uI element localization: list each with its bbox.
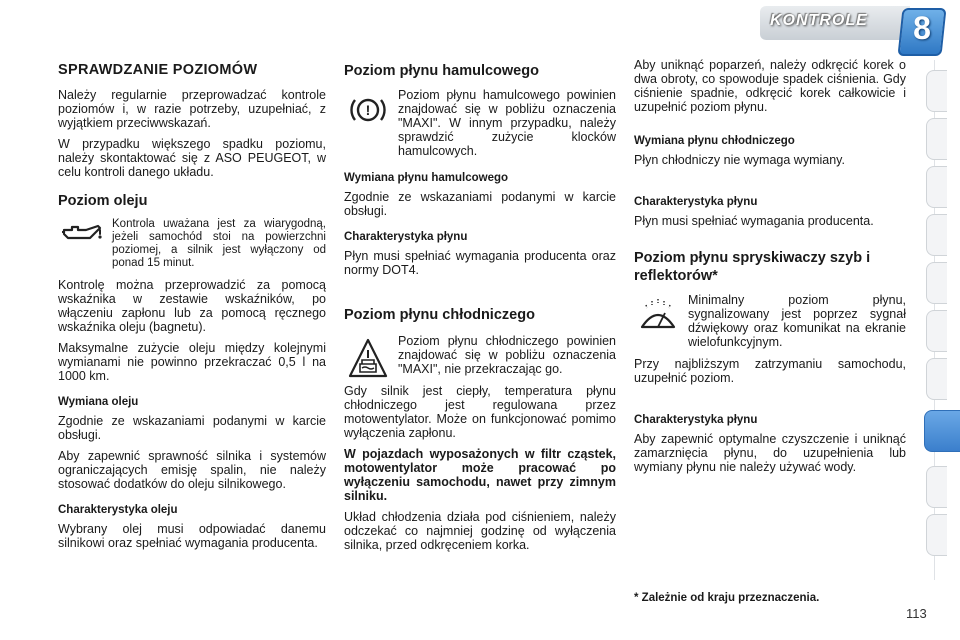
chapter-tab-6[interactable] [926,310,947,352]
coolant-continued-paragraph: Aby uniknąć poparzeń, należy odkręcić korek o dwa obroty, co spowoduje spadek ciśnienia. Gdy ciśnienie spadnie, odkręcić korek całkowicie i uzupełnić poziom płynu. [634,58,906,114]
coolant-paragraph-3: Układ chłodzenia działa pod ciśnieniem, należy odczekać co najmniej godzinę od wyłączenia silnika, przed odkręceniem korka. [344,510,616,552]
oil-icon-text: Kontrola uważana jest za wiarygodną, jeżeli samochód stoi na powierzchni poziomej, a silnik jest wyłączony od ponad 15 minut. [112,218,326,269]
oil-spec-title: Charakterystyka oleju [58,504,178,516]
section-title-levels: SPRAWDZANIE POZIOMÓW [58,62,258,78]
column-right [634,58,906,481]
chapter-tab-4[interactable] [926,214,947,256]
coolant-spec-paragraph: Płyn musi spełniać wymagania producenta. [634,214,874,228]
washer-icon-block [634,293,906,353]
oil-spec-paragraph: Wybrany olej musi odpowiadać danemu silnikowi oraz spełniać wymagania producenta. [58,522,326,550]
intro-paragraph-2: W przypadku większego spadku poziomu, należy skontaktować się z ASO PEUGEOT, w celu kontroli danego układu. [58,137,326,179]
oil-change-paragraph-2: Aby zapewnić sprawność silnika i systemów ograniczających emisję spalin, nie należy stosować dodatków do oleju silnikowego. [58,449,326,491]
chapter-tab-7[interactable] [926,358,947,400]
chapter-tabs [926,66,960,586]
chapter-tab-2[interactable] [926,118,947,160]
brake-spec-paragraph: Płyn musi spełniać wymagania producenta oraz normy DOT4. [344,249,616,277]
oil-can-icon [60,222,104,246]
oil-paragraph-2: Maksymalne zużycie oleju między kolejnymi wymianami nie powinno przekraczać 0,5 l na 1000 km. [58,341,326,383]
brake-icon-block [344,88,616,162]
washer-spec-paragraph: Aby zapewnić optymalne czyszczenie i uniknąć zamarznięcia płynu, do uzupełnienia lub wymiany płynu nie należy używać wody. [634,432,906,474]
brake-warning-icon [348,92,388,128]
washer-fluid-icon [638,297,678,333]
coolant-icon-block [344,334,616,380]
brake-icon-text: Poziom płynu hamulcowego powinien znajdować się w pobliżu oznaczenia "MAXI". W innym przypadku, należy sprawdzić zużycie klocków hamulcowych. [398,88,616,158]
coolant-warning-icon [348,338,388,380]
chapter-tab-10[interactable] [926,514,947,556]
coolant-spec-title: Charakterystyka płynu [634,196,758,208]
oil-paragraph-1: Kontrolę można przeprowadzić za pomocą wskaźnika w zestawie wskaźników, po włączeniu zapłonu lub za pomocą ręcznego wskaźnika oleju (bagnetu). [58,278,326,334]
chapter-title: KONTROLE [770,12,868,29]
chapter-tab-9[interactable] [926,466,947,508]
coolant-title: Poziom płynu chłodniczego [344,307,535,323]
footnote: * Zależnie od kraju przeznaczenia. [634,592,820,604]
chapter-tab-5[interactable] [926,262,947,304]
oil-icon-block [58,218,326,274]
washer-paragraph-1: Przy najbliższym zatrzymaniu samochodu, uzupełnić poziom. [634,357,906,385]
column-middle [344,58,616,559]
washer-icon-text: Minimalny poziom płynu, sygnalizowany jest poprzez sygnał dźwiękowy oraz komunikat na ekranie wielofunkcyjnym. [688,293,906,349]
brake-fluid-title: Poziom płynu hamulcowego [344,63,539,79]
washer-fluid-title: Poziom płynu spryskiwaczy szyb i reflektorów* [634,250,871,284]
brake-spec-title: Charakterystyka płynu [344,231,468,243]
column-left [58,58,326,557]
brake-change-paragraph: Zgodnie ze wskazaniami podanymi w karcie obsługi. [344,190,616,218]
intro-paragraph-1: Należy regularnie przeprowadzać kontrole poziomów i, w razie potrzeby, uzupełniać, z wyjątkiem przeciwwskazań. [58,88,326,130]
coolant-change-title: Wymiana płynu chłodniczego [634,135,795,147]
washer-spec-title: Charakterystyka płynu [634,414,758,426]
brake-change-title: Wymiana płynu hamulcowego [344,172,509,184]
oil-change-title: Wymiana oleju [58,396,139,408]
coolant-change-paragraph: Płyn chłodniczy nie wymaga wymiany. [634,153,845,167]
coolant-paragraph-2-bold: W pojazdach wyposażonych w filtr cząstek, motowentylator może pracować po wyłączeniu samochodu, nawet przy zimnym silniku. [344,447,616,503]
oil-change-paragraph-1: Zgodnie ze wskazaniami podanymi w karcie obsługi. [58,414,326,442]
svg-text:!: ! [365,102,371,118]
coolant-icon-text: Poziom płynu chłodniczego powinien znajdować się w pobliżu oznaczenia "MAXI", nie przekraczając go. [398,334,616,376]
chapter-tab-1[interactable] [926,70,947,112]
chapter-number: 8 [913,10,931,46]
chapter-tab-8-active[interactable] [924,410,960,452]
oil-level-title: Poziom oleju [58,193,148,209]
coolant-paragraph-1: Gdy silnik jest ciepły, temperatura płynu chłodniczego jest regulowana przez motowentylator. Może on funkcjonować pomimo wyłączenia zapłonu. [344,384,616,440]
chapter-tab-3[interactable] [926,166,947,208]
page-number: 113 [906,606,927,621]
